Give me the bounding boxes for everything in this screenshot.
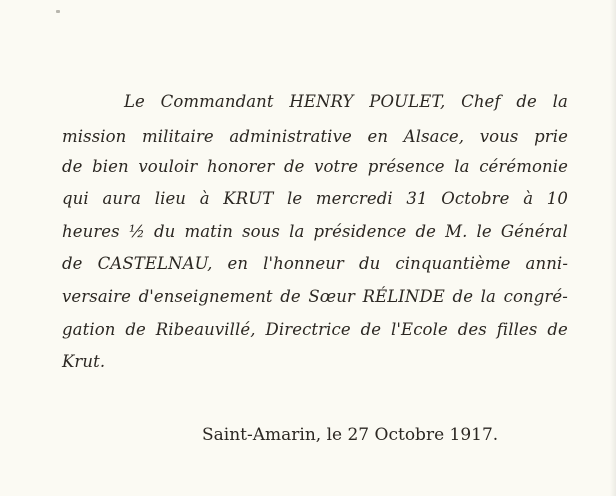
text-line-8 <box>62 320 568 340</box>
word: à <box>523 189 534 208</box>
word: la <box>552 92 568 111</box>
word: RÉLINDE <box>362 287 445 306</box>
word: l'honneur <box>263 254 344 273</box>
word: qui <box>62 189 89 208</box>
word: prie <box>534 127 568 146</box>
word: de <box>280 287 301 306</box>
word: Alsace, <box>403 127 465 146</box>
word: le <box>476 222 492 241</box>
text-line-5 <box>62 222 568 242</box>
word: de <box>516 92 537 111</box>
word: Commandant <box>160 92 274 111</box>
word: HENRY <box>289 92 354 111</box>
word: à <box>199 189 210 208</box>
word: Directrice <box>265 320 351 339</box>
word: de <box>547 320 568 339</box>
word: CASTELNAU, <box>97 254 213 273</box>
word: anni- <box>525 254 568 273</box>
word: la <box>480 287 496 306</box>
word: de <box>283 157 305 176</box>
word: vous <box>479 127 519 146</box>
word: versaire <box>62 287 132 306</box>
word: 10 <box>546 189 568 208</box>
card-edge-shadow <box>610 0 616 496</box>
word: du <box>154 222 176 241</box>
word: Le <box>124 92 145 111</box>
word: l'Ecole <box>391 320 448 339</box>
word: Octobre <box>441 189 510 208</box>
word: en <box>367 127 389 146</box>
word: des <box>457 320 487 339</box>
text-line-1 <box>124 92 568 112</box>
word: la <box>289 222 305 241</box>
word: heures <box>62 222 120 241</box>
word: ½ <box>128 222 145 241</box>
word: POULET, <box>369 92 446 111</box>
word: matin <box>184 222 233 241</box>
word: le <box>287 189 303 208</box>
word: de <box>415 222 436 241</box>
text-line-4 <box>62 189 568 209</box>
word: en <box>227 254 249 273</box>
word: honorer <box>206 157 275 176</box>
place-and-date: Saint-Amarin, le 27 Octobre 1917. <box>202 425 499 445</box>
word: sous <box>242 222 280 241</box>
word: KRUT <box>223 189 274 208</box>
word: aura <box>102 189 142 208</box>
text-line-7 <box>62 287 568 307</box>
word: de <box>125 320 146 339</box>
word: de <box>62 157 83 176</box>
word: mission <box>62 127 127 146</box>
word: du <box>358 254 381 273</box>
word: de <box>360 320 382 339</box>
text-line-2 <box>62 127 568 147</box>
word: gation <box>62 320 116 339</box>
word: congré- <box>503 287 568 306</box>
word: M. <box>445 222 468 241</box>
word: Ribeauvillé, <box>155 320 256 339</box>
word: bien <box>92 157 129 176</box>
word: présidence <box>313 222 407 241</box>
word: 31 <box>406 189 428 208</box>
word: Sœur <box>308 287 355 306</box>
word: cinquantième <box>395 254 511 273</box>
word: administrative <box>229 127 352 146</box>
word: Chef <box>461 92 501 111</box>
text-line-9: Krut. <box>62 352 106 371</box>
text-line-6 <box>62 254 568 274</box>
word: lieu <box>154 189 187 208</box>
word: la <box>454 157 470 176</box>
word: militaire <box>142 127 214 146</box>
word: Général <box>500 222 568 241</box>
word: de <box>452 287 474 306</box>
word: mercredi <box>315 189 393 208</box>
text-line-3 <box>62 157 568 177</box>
word: d'enseignement <box>138 287 273 306</box>
word: de <box>62 254 83 273</box>
paper-speck <box>56 10 60 13</box>
word: votre <box>314 157 359 176</box>
word: vouloir <box>138 157 198 176</box>
word: cérémonie <box>479 157 568 176</box>
word: filles <box>496 320 538 339</box>
word: présence <box>367 157 445 176</box>
